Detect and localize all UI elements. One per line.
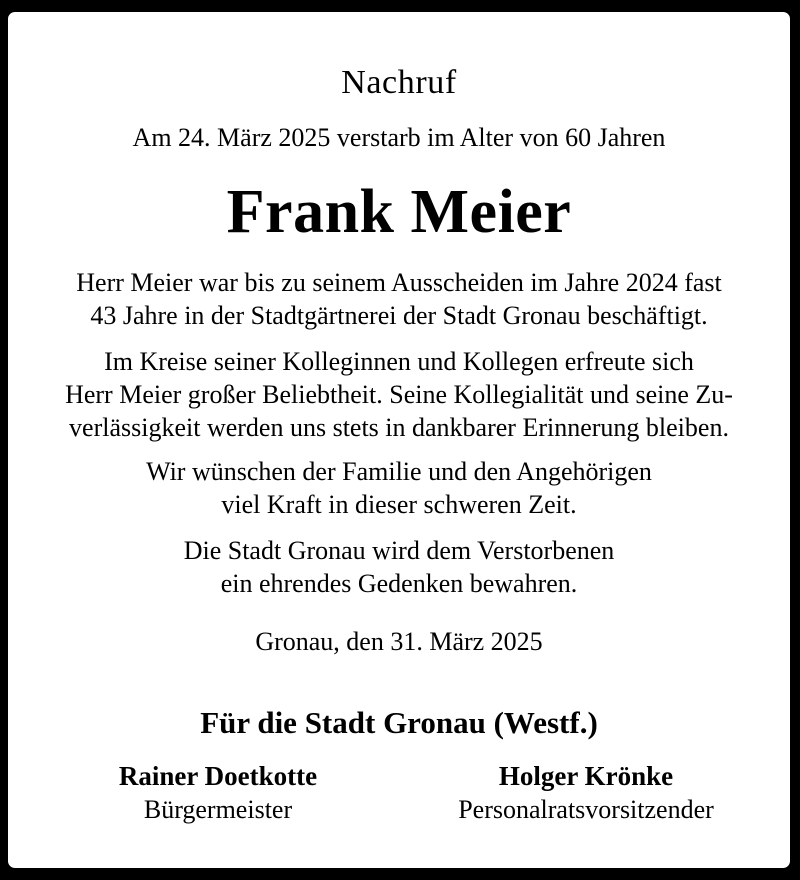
obituary-card — [8, 12, 790, 868]
paragraph-line: viel Kraft in dieser schweren Zeit. — [221, 490, 577, 519]
death-announcement-line: Am 24. März 2025 verstarb im Alter von 60 Jahren — [132, 123, 666, 152]
paragraph-line: verlässigkeit werden uns stets in dankbarer Erinnerung bleiben. — [69, 413, 729, 442]
paragraph-line: Die Stadt Gronau wird dem Verstorbenen — [183, 536, 615, 565]
paragraph-remembrance — [8, 534, 790, 600]
deceased-name: Frank Meier — [226, 178, 572, 246]
paragraph-line: ein ehrendes Gedenken bewahren. — [220, 569, 578, 598]
paragraph-line: Herr Meier großer Beliebtheit. Seine Kollegialität und seine Zu- — [65, 380, 733, 409]
dateline: Gronau, den 31. März 2025 — [255, 627, 543, 656]
signature-heading: Für die Stadt Gronau (Westf.) — [200, 705, 598, 740]
paragraph-employment — [8, 266, 790, 332]
notice-kicker: Nachruf — [341, 64, 457, 101]
paragraph-line: Im Kreise seiner Kolleginnen und Kollegen erfreute sich — [104, 347, 694, 376]
paragraph-line: Wir wünschen der Familie und den Angehörigen — [146, 457, 652, 486]
paragraph-colleagues — [8, 345, 790, 444]
signatory-name-right: Holger Krönke — [498, 761, 674, 791]
paragraph-line: 43 Jahre in der Stadtgärtnerei der Stadt Gronau beschäftigt. — [90, 301, 708, 330]
paragraph-condolence — [8, 455, 790, 521]
signatory-role-left: Bürgermeister — [143, 795, 293, 824]
signatory-name-left: Rainer Doetkotte — [118, 761, 318, 791]
signatory-names-row — [8, 760, 790, 794]
paragraph-line: Herr Meier war bis zu seinem Ausscheiden im Jahre 2024 fast — [76, 268, 722, 297]
signatory-role-right: Personalratsvorsitzender — [458, 795, 714, 824]
signatory-roles-row — [8, 794, 790, 828]
